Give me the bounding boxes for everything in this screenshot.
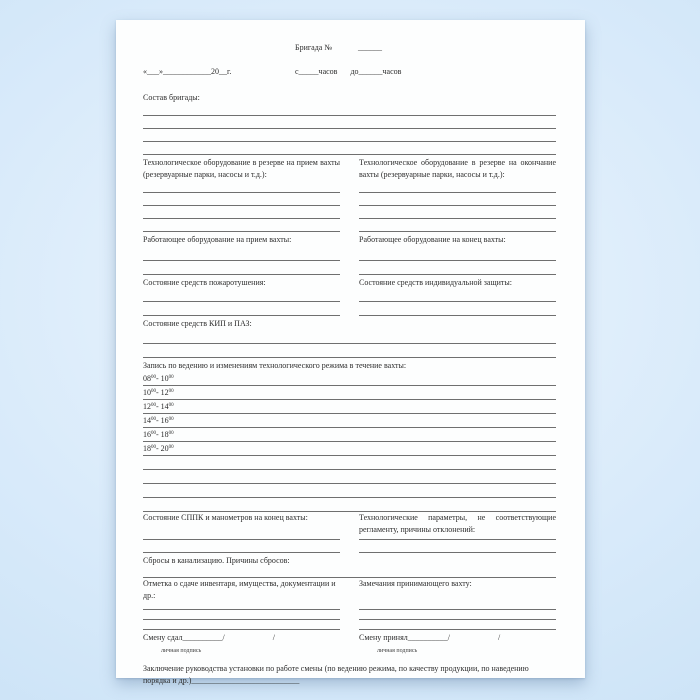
ruled-line [143, 181, 340, 193]
column-remarks [359, 578, 556, 655]
time-dash: - [156, 430, 161, 439]
personal-signature-caption: личная подпись [377, 648, 418, 654]
ruled-line [143, 302, 340, 316]
column-params [359, 512, 556, 553]
time-end: 10 [160, 374, 169, 383]
ppe-equipment-label: Состояние средств индивидуальной защиты: [359, 278, 513, 287]
ruled-line [359, 261, 556, 275]
ruled-line [359, 206, 556, 219]
time-start: 14 [143, 416, 151, 425]
column-sppk [143, 512, 340, 553]
fire-equipment-label: Состояние средств пожаротушения: [143, 278, 266, 287]
ruled-line [143, 289, 340, 302]
ruled-line [143, 142, 556, 155]
ruled-line [143, 193, 340, 206]
header-date-row [143, 66, 556, 78]
time-sup: 00 [151, 403, 156, 408]
shift-handed-row [143, 632, 340, 644]
ruled-line [359, 181, 556, 193]
ruled-line [143, 567, 556, 578]
ruled-line [143, 246, 340, 261]
ruled-line [359, 289, 556, 302]
ruled-line [359, 610, 556, 620]
working-equipment-end-label: Работающее оборудование на конец вахты: [359, 235, 506, 244]
reserve-equipment-end-label: Технологическое оборудование в резерве на окончание вахты (резервуарные парки, насосы и т.д.): [359, 158, 556, 179]
status-columns [143, 512, 556, 553]
time-range [143, 416, 174, 425]
management-conclusion-text: Заключение руководства установки по работе смены (по ведению режима, по качеству продукции, по наведению порядка и др.)___________________________ [143, 664, 529, 685]
time-range [143, 444, 174, 453]
time-range [143, 374, 174, 383]
time-sup: 00 [151, 375, 156, 380]
time-end: 16 [160, 416, 169, 425]
ruled-line [359, 540, 556, 553]
time-dash: - [156, 444, 161, 453]
time-sup: 00 [168, 431, 174, 436]
handover-columns [143, 578, 556, 655]
time-start: 08 [143, 374, 151, 383]
drain-label: Сбросы в канализацию. Причины сбросов: [143, 556, 290, 565]
time-start: 10 [143, 388, 151, 397]
ruled-line [359, 620, 556, 630]
crew-section-label: Состав бригады: [143, 93, 200, 102]
header-spacer [143, 42, 295, 54]
hours-from-blank: с_____часов [295, 67, 338, 76]
ruled-line [143, 470, 556, 484]
time-end: 20 [160, 444, 169, 453]
regime-log-label: Запись по ведению и изменениям технологического режима в течение вахты: [143, 361, 407, 370]
ruled-line [143, 484, 556, 498]
ruled-line [143, 129, 556, 142]
time-sup: 00 [168, 403, 174, 408]
reserve-equipment-start-label: Технологическое оборудование в резерве на прием вахты (резервуарные парки, насосы и т.д.): [143, 158, 340, 179]
time-range [143, 402, 174, 411]
equipment-columns [143, 157, 556, 316]
ruled-line [143, 610, 340, 620]
time-sup: 00 [168, 445, 174, 450]
shift-log-form-page [116, 20, 585, 685]
time-slot-row [143, 400, 556, 414]
header-brigade-row [143, 42, 556, 54]
ruled-line [143, 330, 556, 344]
time-start: 18 [143, 444, 151, 453]
sppk-label: Состояние СППК и манометров на конец вахты: [143, 513, 308, 522]
ruled-line [359, 193, 556, 206]
shift-accepted-slash: / [497, 633, 501, 642]
shift-handed-label: Смену сдал__________/ [143, 633, 225, 642]
ruled-line [143, 104, 556, 116]
tech-params-label: Технологические параметры, не соответствующие регламенту, причины отклонений: [359, 513, 556, 534]
column-inventory [143, 578, 340, 655]
date-blank: «___»____________20__г. [143, 67, 232, 76]
ruled-line [143, 261, 340, 275]
time-range [143, 388, 174, 397]
column-shift-start [143, 157, 340, 316]
time-start: 16 [143, 430, 151, 439]
brigade-number-label: Бригада № [295, 43, 332, 52]
shift-handed-slash: / [272, 633, 275, 642]
shift-accepted-label: Смену принял__________/ [359, 633, 450, 642]
time-sup: 00 [168, 417, 174, 422]
column-shift-end [359, 157, 556, 316]
time-sup: 00 [151, 431, 156, 436]
ruled-line [143, 498, 556, 512]
shift-accepted-row [359, 632, 556, 644]
ruled-line [143, 602, 340, 610]
ruled-line [143, 620, 340, 630]
ruled-line [359, 246, 556, 261]
time-slot-row [143, 414, 556, 428]
time-dash: - [156, 374, 161, 383]
time-end: 12 [160, 388, 169, 397]
time-start: 12 [143, 402, 151, 411]
time-sup: 00 [151, 445, 156, 450]
ruled-line [143, 116, 556, 129]
ruled-line [143, 206, 340, 219]
ruled-line [359, 219, 556, 232]
ruled-line [143, 344, 556, 358]
time-slot-row [143, 372, 556, 386]
time-sup: 00 [151, 389, 156, 394]
time-sup: 00 [168, 375, 174, 380]
time-slot-row [143, 386, 556, 400]
time-range [143, 430, 174, 439]
remarks-label: Замечания принимающего вахту: [359, 579, 472, 588]
time-sup: 00 [151, 417, 156, 422]
inventory-label: Отметка о сдаче инвентаря, имущества, документации и др.: [143, 579, 336, 600]
hours-to-blank: до______часов [350, 67, 402, 76]
time-end: 18 [160, 430, 169, 439]
ruled-line [143, 456, 556, 470]
time-sup: 00 [168, 389, 174, 394]
time-dash: - [156, 402, 161, 411]
personal-signature-caption: личная подпись [161, 648, 202, 654]
ruled-line [143, 540, 340, 553]
time-slot-row [143, 442, 556, 456]
ruled-line [143, 219, 340, 232]
brigade-number-blank: ______ [357, 43, 382, 52]
ruled-line [359, 302, 556, 316]
time-slot-row [143, 428, 556, 442]
time-dash: - [156, 416, 161, 425]
working-equipment-start-label: Работающее оборудование на прием вахты: [143, 235, 292, 244]
time-dash: - [156, 388, 161, 397]
time-end: 14 [160, 402, 169, 411]
ruled-line [359, 602, 556, 610]
kip-paz-label: Состояние средств КИП и ПАЗ: [143, 319, 252, 328]
